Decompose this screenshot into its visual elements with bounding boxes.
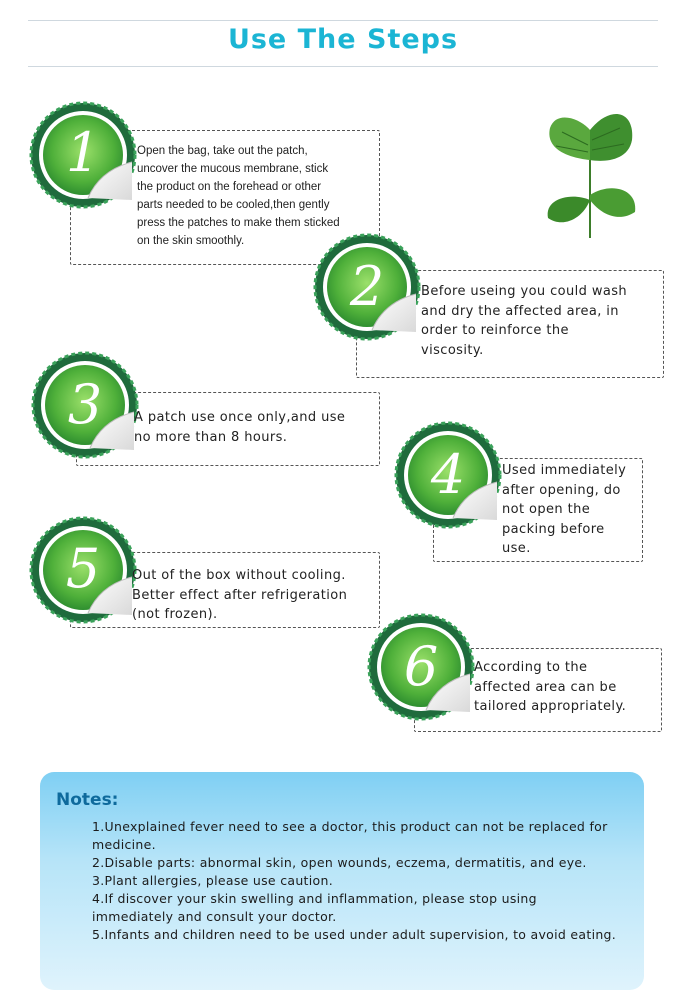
header [0,20,686,68]
step-4-text: Used immediately after opening, do not open the packing before use. [502,463,627,556]
step-1-text: Open the bag, take out the patch, uncover the mucous membrane, stick the product on the forehead or other parts needed to be cooled,then gently press the patches to make them sticked on the skin smoothly. [137,145,340,247]
notes-panel [40,772,644,990]
notes-title: Notes: [56,790,119,810]
header-top-rule [28,20,658,21]
notes-item: 2.Disable parts: abnormal skin, open wounds, eczema, dermatitis, and eye. [92,855,587,870]
step-5-text: Out of the box without cooling. Better effect after refrigeration (not frozen). [132,568,348,622]
step-3-text: A patch use once only,and use no more than 8 hours. [134,410,346,445]
step-3-number: 3 [67,373,103,436]
step-2-text: Before useing you could wash and dry the affected area, in order to reinforce the viscosity. [421,284,628,358]
step-6-number: 6 [403,635,439,698]
mint-leaf-icon [540,100,640,240]
page-title: Use The Steps [227,24,459,55]
step-1-number: 1 [65,121,101,184]
notes-item: 1.Unexplained fever need to see a doctor, this product can not be replaced for medicine. [92,819,608,852]
header-bottom-rule [28,66,658,67]
step-4-number: 4 [430,443,466,506]
notes-list [92,818,622,944]
step-2-number: 2 [349,255,385,318]
step-5-number: 5 [65,537,101,600]
notes-item: 5.Infants and children need to be used under adult supervision, to avoid eating. [92,927,617,942]
step-6-text: According to the affected area can be tailored appropriately. [474,660,627,714]
notes-item: 4.If discover your skin swelling and inflammation, please stop using immediately and consult your doctor. [92,891,537,924]
notes-item: 3.Plant allergies, please use caution. [92,873,333,888]
